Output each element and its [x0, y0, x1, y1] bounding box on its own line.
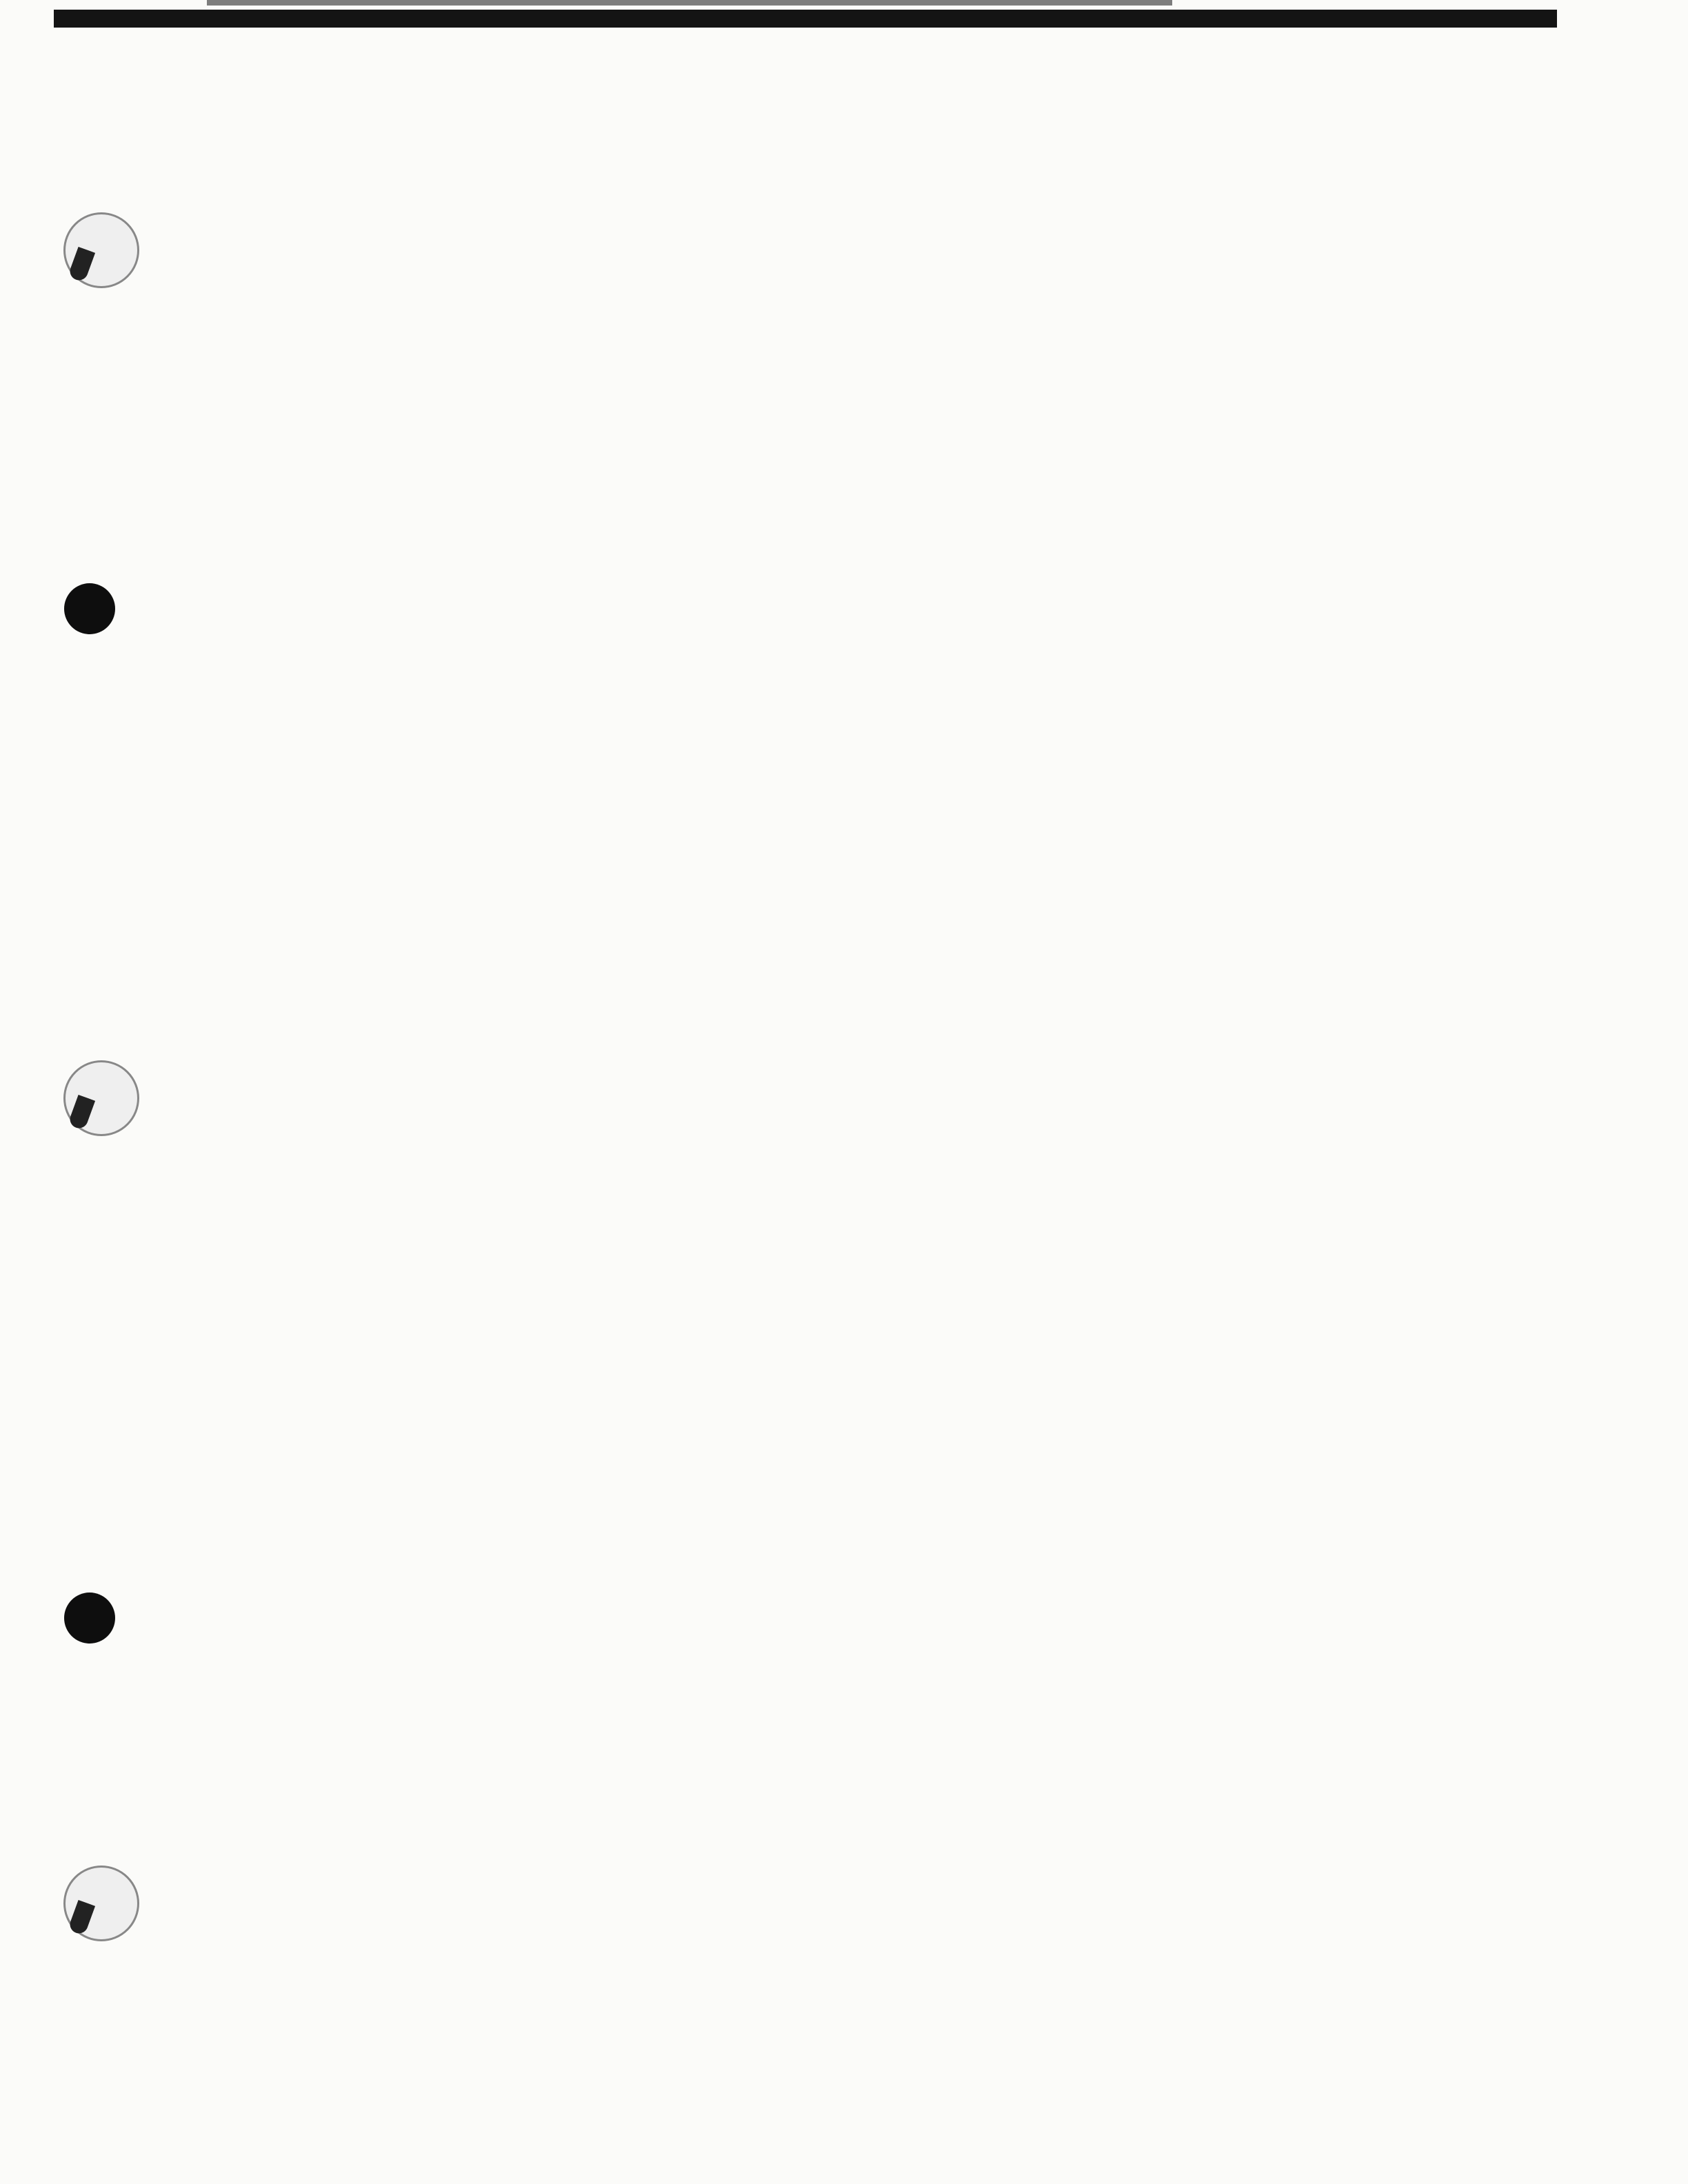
scan-artifact-bar	[54, 10, 1557, 28]
punch-hole-middle	[63, 1060, 139, 1136]
punch-hole-top	[63, 212, 139, 288]
binder-dot-lower	[64, 1593, 115, 1644]
scan-artifact-top	[207, 0, 1172, 6]
binder-dot-upper	[64, 583, 115, 634]
punch-hole-bottom	[63, 1866, 139, 1941]
